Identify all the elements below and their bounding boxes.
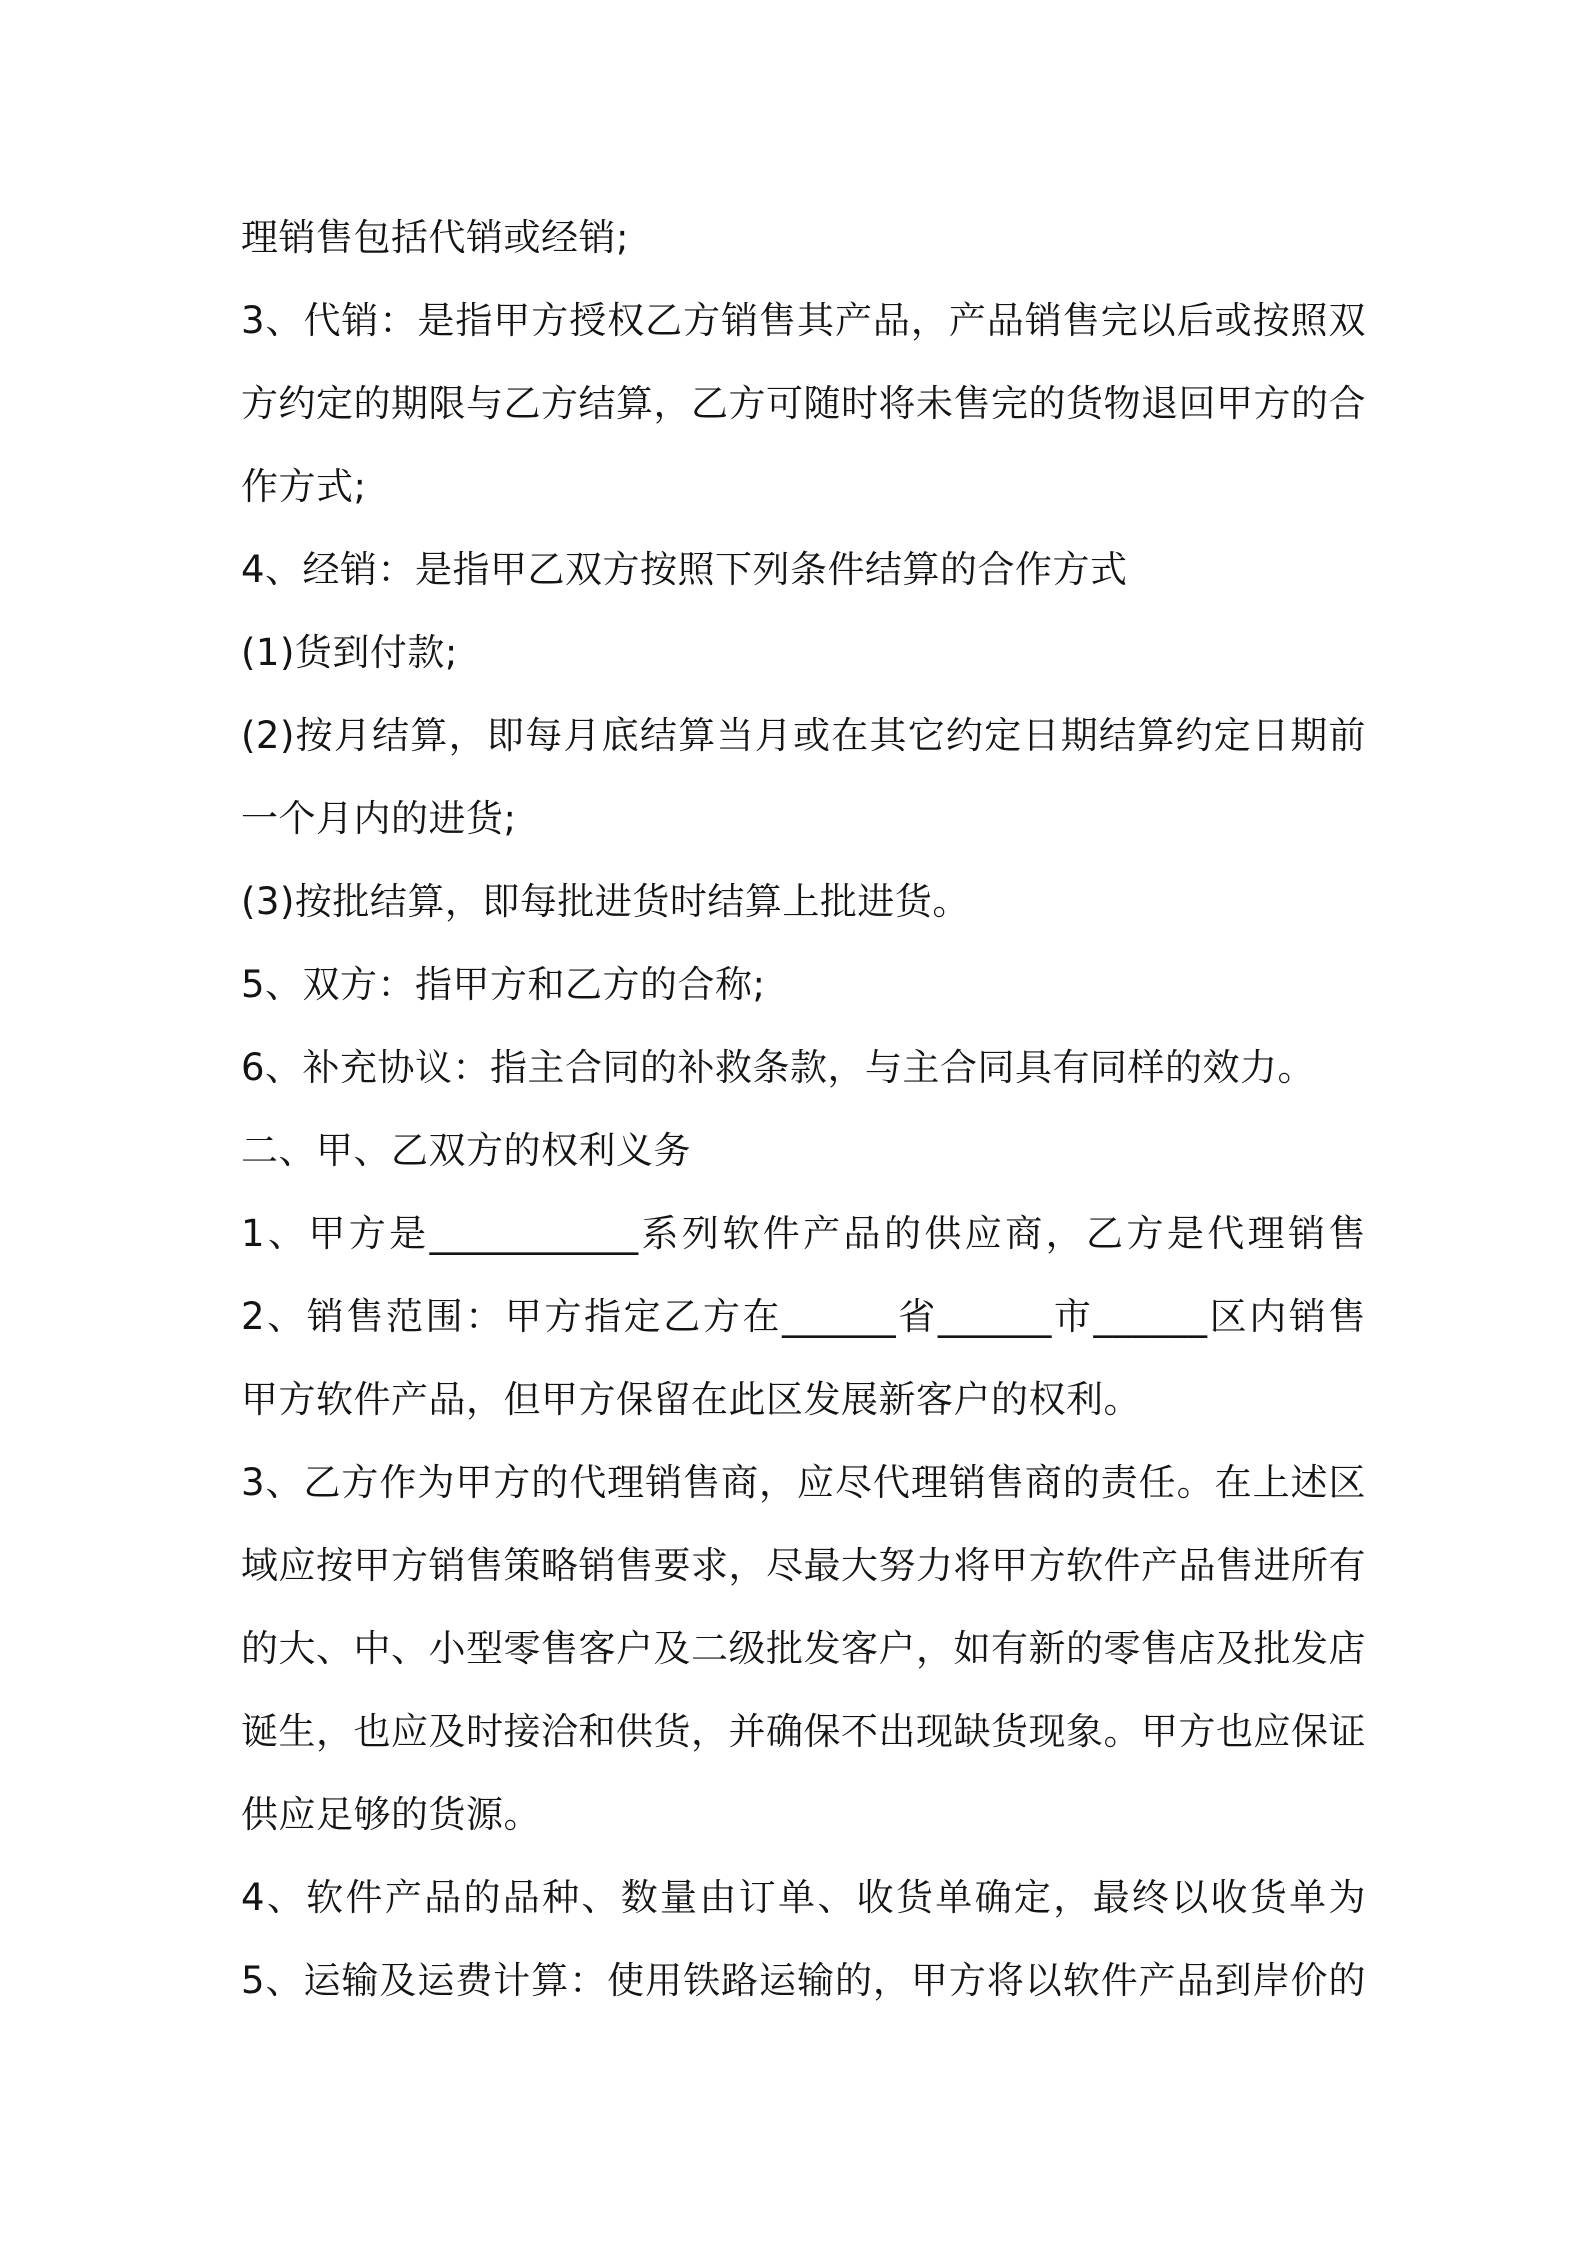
text-line: 诞生，也应及时接洽和供货，并确保不出现缺货现象。甲方也应保证 bbox=[241, 1710, 1366, 1753]
text-line: 4、经销：是指甲乙双方按照下列条件结算的合作方式 bbox=[241, 548, 1128, 591]
text-line: 5、双方：指甲方和乙方的合称; bbox=[241, 963, 766, 1006]
text-line: 3、乙方作为甲方的代理销售商，应尽代理销售商的责任。在上述区 bbox=[241, 1461, 1366, 1504]
text-line: 供应足够的货源。 bbox=[241, 1793, 541, 1836]
text-line: 的大、中、小型零售客户及二级批发客户，如有新的零售店及批发店 bbox=[241, 1627, 1366, 1670]
text-line: 3、代销：是指甲方授权乙方销售其产品，产品销售完以后或按照双 bbox=[241, 299, 1366, 342]
text-line: 4、软件产品的品种、数量由订单、收货单确定，最终以收货单为 bbox=[241, 1876, 1366, 1919]
text-line: 2、销售范围：甲方指定乙方在______省______市______区内销售 bbox=[241, 1295, 1366, 1338]
text-line: 作方式; bbox=[241, 465, 367, 508]
text-line: 域应按甲方销售策略销售要求，尽最大努力将甲方软件产品售进所有 bbox=[241, 1544, 1366, 1587]
text-line: 1、甲方是___________系列软件产品的供应商，乙方是代理销售 bbox=[241, 1212, 1366, 1255]
text-line: (2)按月结算，即每月底结算当月或在其它约定日期结算约定日期前 bbox=[241, 714, 1366, 757]
text-line: 6、补充协议：指主合同的补救条款，与主合同具有同样的效力。 bbox=[241, 1046, 1316, 1089]
text-line: (3)按批结算，即每批进货时结算上批进货。 bbox=[241, 880, 970, 923]
document-body bbox=[241, 196, 1366, 2022]
text-line: (1)货到付款; bbox=[241, 631, 458, 674]
section-heading: 二、甲、乙双方的权利义务 bbox=[241, 1129, 691, 1172]
text-line: 一个月内的进货; bbox=[241, 797, 517, 840]
text-line: 方约定的期限与乙方结算，乙方可随时将未售完的货物退回甲方的合 bbox=[241, 382, 1366, 425]
text-line: 理销售包括代销或经销; bbox=[241, 216, 629, 259]
text-line: 甲方软件产品，但甲方保留在此区发展新客户的权利。 bbox=[241, 1378, 1141, 1421]
text-line: 5、运输及运费计算：使用铁路运输的，甲方将以软件产品到岸价的 bbox=[241, 1959, 1366, 2002]
